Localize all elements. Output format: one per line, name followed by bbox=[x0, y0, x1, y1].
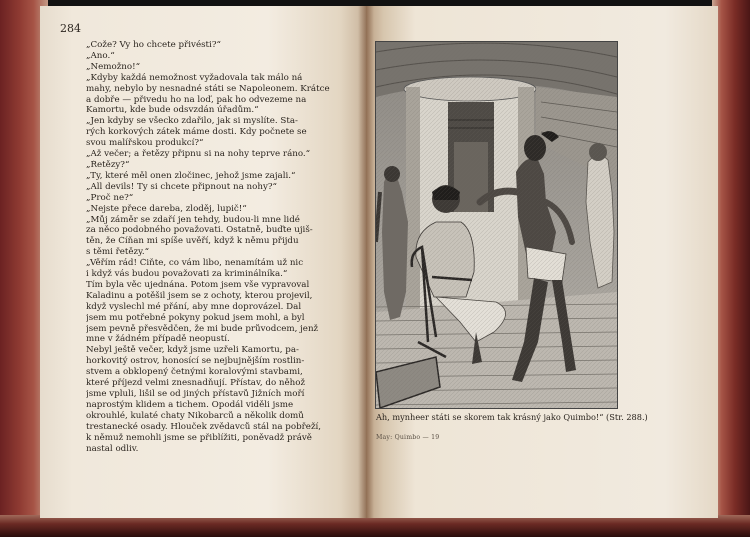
text-line: jsem pevně přesvědčen, že mi bude průvodcem, jenž bbox=[86, 323, 319, 334]
text-line: stvem a obklopený četnými koralovými stavbami, bbox=[86, 367, 303, 378]
text-line: Nebyl ještě večer, když jsme uzřeli Kamortu, pa- bbox=[86, 345, 299, 356]
text-line: okrouhlé, kulaté chaty Nikobarců a několik domů bbox=[86, 410, 304, 421]
text-line: i když vás budou považovati za kriminálníka.“ bbox=[86, 269, 288, 280]
text-line: mahy, nebylo by nesnadné státi se Napoleonem. Krátce bbox=[86, 83, 330, 94]
illustration-caption: Ah, mynheer státi se skorem tak krásný jako Quimbo!“ (Str. 288.) bbox=[376, 412, 648, 422]
text-line: „Ty, které měl onen zločinec, jehož jsme zajali.“ bbox=[86, 170, 296, 181]
text-line: a dobře — přivedu ho na loď, pak ho odvezeme na bbox=[86, 94, 307, 105]
signature-mark: May: Quimbo — 19 bbox=[376, 434, 440, 441]
text-line: „Ano.“ bbox=[86, 50, 115, 61]
text-line: nastal odliv. bbox=[86, 443, 139, 454]
text-line: „Nemožno!“ bbox=[86, 61, 141, 72]
page-number: 284 bbox=[60, 22, 81, 35]
text-line: naprostým klidem a tichem. Opodál viděli jsme bbox=[86, 399, 294, 410]
text-line: mne v žádném případě neopustí. bbox=[86, 334, 230, 345]
text-line: s těmi řetězy.“ bbox=[86, 247, 150, 258]
text-line: Tím byla věc ujednána. Potom jsem vše vypravoval bbox=[86, 279, 310, 290]
text-line: Kamortu, kde bude odsvzdán úřadům.“ bbox=[86, 105, 259, 116]
illustration-drawing bbox=[376, 42, 617, 408]
text-line: „Nejste přece dareba, zloděj, lupič!“ bbox=[86, 203, 247, 214]
text-line: za něco podobného považovati. Ostatně, buďte ujiš- bbox=[86, 225, 313, 236]
text-line: k němuž nemohli jsme se přiblížiti, poněvadž právě bbox=[86, 432, 312, 443]
text-line: „Řetězy?“ bbox=[86, 159, 130, 170]
text-line: „All devils! Ty si chcete připnout na nohy?“ bbox=[86, 181, 277, 192]
text-line: „Věřím rád! Čiňte, co vám libo, nenamítám už nic bbox=[86, 258, 304, 269]
text-line: „Můj záměr se zdaří jen tehdy, budou-li mne lidé bbox=[86, 214, 300, 225]
left-page-text bbox=[86, 40, 348, 454]
text-line: trestanecké osady. Hlouček zvědavců stál na pobřeží, bbox=[86, 421, 322, 432]
text-line: „Kdyby každá nemožnost vyžadovala tak málo ná bbox=[86, 72, 303, 83]
illustration bbox=[375, 41, 618, 409]
text-line: „Až večer; a řetězy připnu si na nohy teprve ráno.“ bbox=[86, 149, 311, 160]
text-line: když vyslechl mé přání, aby mne doprovázel. Dal bbox=[86, 301, 302, 312]
text-line: svou malířskou produkcí?“ bbox=[86, 138, 204, 149]
text-line: jsme vpluli, lišil se od jiných přístavů Jižních moří bbox=[86, 389, 305, 399]
text-line: Kaladinu a potěšil jsem se z ochoty, kterou projevil, bbox=[86, 290, 313, 301]
book-gutter bbox=[358, 6, 374, 518]
book-cover-bottom-edge bbox=[0, 515, 750, 537]
text-line: které příjezd velmi znesnadňují. Přístav, do něhož bbox=[86, 378, 306, 389]
text-line: „Cože? Vy ho chcete přivésti?“ bbox=[86, 40, 221, 50]
text-line: „Jen kdyby se všecko zdařilo, jak si myslíte. Sta- bbox=[86, 116, 298, 127]
text-line: rých korkových zátek máme dosti. Kdy počnete se bbox=[86, 127, 307, 138]
text-line: těn, že Číňan mi spíše uvěří, když k němu přijdu bbox=[86, 236, 299, 247]
text-line: jsem mu potřebné pokyny pokud jsem mohl, a byl bbox=[86, 312, 305, 323]
text-line: „Proč ne?“ bbox=[86, 192, 134, 203]
text-line: horkovitý ostrov, honosící se nejbujnějším rostlin- bbox=[86, 356, 305, 367]
